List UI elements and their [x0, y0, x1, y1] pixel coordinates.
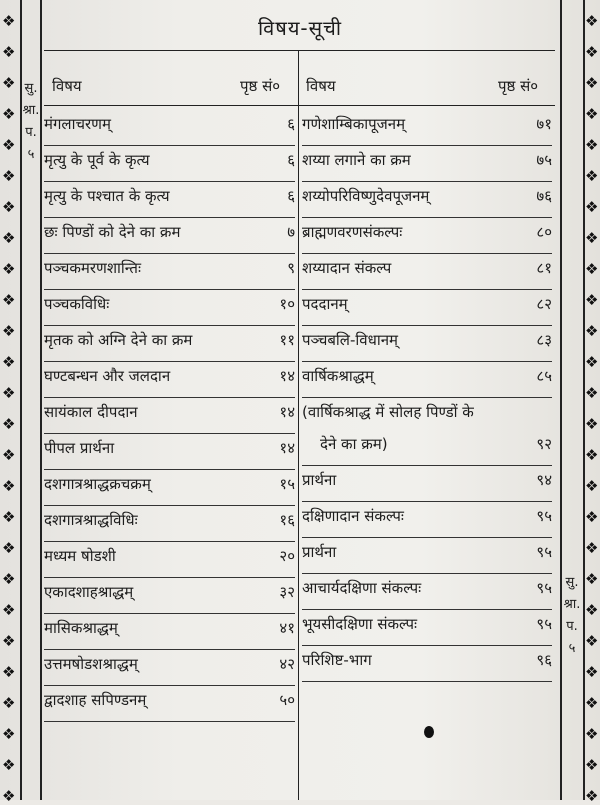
- toc-entry: [44, 290, 295, 326]
- toc-entry-title: उत्तमषोडशश्राद्धम्: [44, 655, 138, 673]
- toc-entry-title: द्वादशाह सपिण्डनम्: [44, 691, 147, 709]
- toc-entry: [302, 182, 552, 218]
- toc-entry: [44, 362, 295, 398]
- toc-entry-page: ६: [287, 115, 295, 133]
- side-label-line: प.: [25, 125, 37, 140]
- toc-entry-title: दशगात्रश्राद्धविधिः: [44, 511, 138, 529]
- ornament-icon: ❖: [585, 167, 599, 185]
- ornament-icon: ❖: [585, 446, 599, 464]
- left-inner-border-line: [40, 0, 42, 800]
- toc-entry-page: ११: [279, 331, 295, 349]
- toc-entry-title: परिशिष्ट-भाग: [302, 651, 372, 669]
- ornament-icon: ❖: [2, 477, 16, 495]
- ornament-icon: ❖: [585, 725, 599, 743]
- toc-entry-title-continued: देने का क्रम): [320, 435, 388, 453]
- side-label-line: सु.: [24, 81, 38, 96]
- toc-entry-page: ८२: [536, 295, 552, 313]
- toc-entry-page: ९५: [536, 615, 552, 633]
- toc-entry-title: शय्योपरिविष्णुदेवपूजनम्: [302, 187, 430, 205]
- ornament-icon: ❖: [585, 756, 599, 774]
- left-subject-header: विषय: [52, 77, 82, 95]
- toc-entry: [44, 110, 295, 146]
- toc-entry-title: आचार्यदक्षिणा संकल्पः: [302, 579, 422, 597]
- left-page-header: पृष्ठ सं०: [240, 77, 281, 95]
- toc-entry-page: ४२: [279, 655, 295, 673]
- toc-entry-title: गणेशाम्बिकापूजनम्: [302, 115, 406, 133]
- toc-entry-page: १४: [279, 403, 295, 421]
- toc-entry-page: २०: [279, 547, 295, 565]
- toc-entry-title: पञ्चबलि-विधानम्: [302, 331, 399, 349]
- ornament-icon: ❖: [585, 74, 599, 92]
- toc-entry-page: ९६: [536, 651, 552, 669]
- toc-entry-page: ८३: [536, 331, 552, 349]
- toc-entry: [44, 182, 295, 218]
- ornament-icon: ❖: [2, 570, 16, 588]
- toc-entry-title: घण्टबन्धन और जलदान: [44, 367, 171, 385]
- ornament-icon: ❖: [585, 198, 599, 216]
- page-title: विषय-सूची: [257, 16, 343, 40]
- toc-entry: [44, 434, 295, 470]
- toc-entry: [44, 398, 295, 434]
- ornament-icon: ❖: [2, 756, 16, 774]
- ornament-icon: ❖: [585, 322, 599, 340]
- toc-entry-title: मंगलाचरणम्: [44, 115, 111, 133]
- toc-entry-page: ३२: [279, 583, 295, 601]
- toc-entry: [302, 146, 552, 182]
- toc-entry-page: ६: [287, 151, 295, 169]
- toc-entry: [44, 470, 295, 506]
- ornament-icon: ❖: [585, 508, 599, 526]
- toc-entry-title: पञ्चकमरणशान्तिः: [44, 259, 141, 277]
- toc-entry: [302, 254, 552, 290]
- toc-entry-page: ७५: [536, 151, 552, 169]
- ornament-icon: ❖: [2, 663, 16, 681]
- toc-entry-page: ७१: [536, 115, 552, 133]
- toc-entry-page: ९२: [536, 435, 552, 453]
- header-rule: [44, 105, 555, 106]
- toc-entry-title: प्रार्थना: [302, 471, 337, 489]
- toc-entry-page: १६: [279, 511, 295, 529]
- title-rule: [44, 50, 555, 51]
- ornament-icon: ❖: [585, 663, 599, 681]
- side-label-line: सु.: [565, 575, 579, 590]
- toc-entry-title: मृतक को अग्नि देने का क्रम: [44, 331, 193, 349]
- toc-entry: [44, 254, 295, 290]
- ornament-icon: ❖: [2, 446, 16, 464]
- right-page-header: पृष्ठ सं०: [498, 77, 539, 95]
- ornament-icon: ❖: [585, 384, 599, 402]
- ornament-icon: ❖: [2, 198, 16, 216]
- ornament-icon: ❖: [2, 136, 16, 154]
- toc-entry: [44, 218, 295, 254]
- toc-entry: [44, 650, 295, 686]
- toc-entry-title: दक्षिणादान संकल्पः: [302, 507, 404, 525]
- toc-entry-title: शय्यादान संकल्प: [302, 259, 392, 277]
- ornament-icon: ❖: [585, 229, 599, 247]
- ornament-icon: ❖: [585, 694, 599, 712]
- side-label-line: ५: [27, 147, 35, 162]
- ornament-icon: ❖: [585, 787, 599, 805]
- ornament-icon: ❖: [585, 570, 599, 588]
- ornament-icon: ❖: [585, 105, 599, 123]
- toc-entry-title: भूयसीदक्षिणा संकल्पः: [302, 615, 418, 633]
- ornament-icon: ❖: [2, 12, 16, 30]
- toc-entry-page: ९५: [536, 507, 552, 525]
- ornament-icon: ❖: [2, 260, 16, 278]
- toc-entry: [44, 686, 295, 722]
- ornament-icon: ❖: [585, 601, 599, 619]
- ornament-icon: ❖: [2, 787, 16, 805]
- toc-entry: [44, 578, 295, 614]
- ornament-icon: ❖: [2, 632, 16, 650]
- ornament-icon: ❖: [585, 260, 599, 278]
- toc-entry-title: सायंकाल दीपदान: [44, 403, 138, 421]
- toc-entry: [302, 110, 552, 146]
- side-label-line: प.: [566, 619, 578, 634]
- ornament-icon: ❖: [2, 167, 16, 185]
- toc-entry: [302, 538, 552, 574]
- ornament-icon: ❖: [2, 291, 16, 309]
- toc-entry-title: दशगात्रश्राद्धक्रचक्रम्: [44, 475, 151, 493]
- toc-entry-title: मृत्यु के पश्चात के कृत्य: [44, 187, 170, 205]
- ornament-icon: ❖: [2, 508, 16, 526]
- toc-entry: [302, 466, 552, 502]
- toc-entry-page: ८०: [536, 223, 552, 241]
- ornament-icon: ❖: [2, 105, 16, 123]
- toc-entry-title: वार्षिकश्राद्धम्: [302, 367, 374, 385]
- ornament-icon: ❖: [585, 12, 599, 30]
- toc-entry-title: पददानम्: [302, 295, 348, 313]
- ornament-icon: ❖: [2, 322, 16, 340]
- toc-entry-page: १४: [279, 439, 295, 457]
- ornament-icon: ❖: [585, 136, 599, 154]
- toc-entry: [44, 146, 295, 182]
- toc-entry-title: ब्राह्मणवरणसंकल्पः: [302, 223, 403, 241]
- ornament-icon: ❖: [2, 725, 16, 743]
- toc-entry: [302, 646, 552, 682]
- toc-entry-title: छः पिण्डों को देने का क्रम: [44, 223, 181, 241]
- ornament-icon: ❖: [2, 229, 16, 247]
- ornament-icon: ❖: [2, 694, 16, 712]
- side-label-line: श्रा.: [22, 103, 40, 118]
- toc-entry-title: मृत्यु के पूर्व के कृत्य: [44, 151, 150, 169]
- ornament-icon: ❖: [2, 74, 16, 92]
- column-separator: [298, 50, 299, 800]
- toc-entry-page: १०: [279, 295, 295, 313]
- toc-entry-page: ५०: [279, 691, 295, 709]
- ornament-icon: ❖: [585, 43, 599, 61]
- toc-entry-page: ४१: [279, 619, 295, 637]
- ornament-icon: ❖: [2, 43, 16, 61]
- toc-entry: [44, 614, 295, 650]
- toc-entry-page: ९४: [536, 471, 552, 489]
- left-side-label: [22, 78, 40, 166]
- toc-entry-page: ८५: [536, 367, 552, 385]
- toc-entry-page: ८१: [536, 259, 552, 277]
- ornament-icon: ❖: [585, 291, 599, 309]
- ornament-icon: ❖: [585, 632, 599, 650]
- toc-entry: [44, 326, 295, 362]
- ornament-icon: ❖: [2, 353, 16, 371]
- toc-entry: [44, 506, 295, 542]
- ornament-icon: ❖: [585, 415, 599, 433]
- side-label-line: श्रा.: [563, 597, 581, 612]
- ink-blot: [424, 726, 434, 738]
- toc-entry-title: प्रार्थना: [302, 543, 337, 561]
- toc-entry: [302, 218, 552, 254]
- ornament-icon: ❖: [2, 539, 16, 557]
- ornament-icon: ❖: [585, 353, 599, 371]
- toc-entry-page: ६: [287, 187, 295, 205]
- ornament-icon: ❖: [2, 384, 16, 402]
- toc-entry: [302, 326, 552, 362]
- toc-entry: [302, 502, 552, 538]
- right-subject-header: विषय: [306, 77, 336, 95]
- toc-entry-page: ९५: [536, 543, 552, 561]
- row-rule: [302, 681, 552, 682]
- toc-entry-title: पीपल प्रार्थना: [44, 439, 115, 457]
- toc-entry-page: ९: [287, 259, 295, 277]
- toc-entry-title: मासिकश्राद्धम्: [44, 619, 118, 637]
- toc-entry-title: पञ्चकविधिः: [44, 295, 110, 313]
- toc-entry: [302, 362, 552, 398]
- row-rule: [44, 721, 295, 722]
- toc-entry: [302, 290, 552, 326]
- toc-entry-page: १५: [279, 475, 295, 493]
- ornament-icon: ❖: [585, 539, 599, 557]
- ornament-icon: ❖: [585, 477, 599, 495]
- toc-entry-title: मध्यम षोडशी: [44, 547, 116, 565]
- toc-entry: [302, 398, 552, 466]
- toc-entry-title: एकादशाहश्राद्धम्: [44, 583, 134, 601]
- toc-entry-page: ७: [287, 223, 295, 241]
- ornament-icon: ❖: [2, 415, 16, 433]
- side-label-line: ५: [568, 641, 576, 656]
- ornament-icon: ❖: [2, 601, 16, 619]
- toc-entry-title: शय्या लगाने का क्रम: [302, 151, 411, 169]
- toc-entry-page: १४: [279, 367, 295, 385]
- right-inner-border-line: [560, 0, 562, 800]
- toc-entry: [44, 542, 295, 578]
- toc-entry: [302, 574, 552, 610]
- toc-entry-title: (वार्षिकश्राद्ध में सोलह पिण्डों के: [302, 403, 474, 421]
- toc-entry: [302, 610, 552, 646]
- right-side-label: [563, 572, 581, 660]
- toc-entry-page: ९५: [536, 579, 552, 597]
- toc-entry-page: ७६: [536, 187, 552, 205]
